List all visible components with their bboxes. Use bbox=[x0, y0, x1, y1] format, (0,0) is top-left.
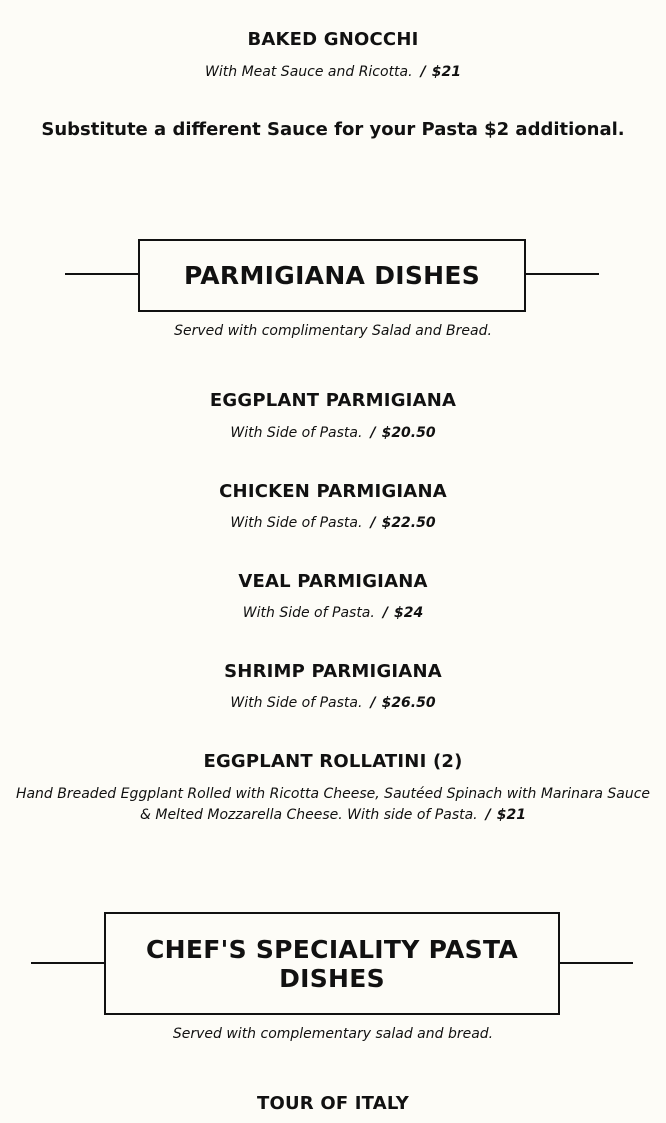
price-separator: / bbox=[382, 605, 388, 621]
item-price: $24 bbox=[393, 605, 424, 621]
section-rule-right bbox=[558, 962, 633, 964]
price-separator: / bbox=[370, 515, 376, 531]
section-title-line2: DISHES bbox=[279, 963, 385, 993]
price-separator: / bbox=[370, 695, 376, 711]
section-rule-left bbox=[65, 273, 140, 275]
section-header-chefs-speciality bbox=[104, 912, 560, 1015]
section-title-line1: CHEF'S SPECIALITY PASTA bbox=[145, 934, 519, 964]
menu-item-name: EGGPLANT PARMIGIANA bbox=[209, 390, 457, 411]
item-price: $26.50 bbox=[381, 695, 436, 711]
section-subtitle: Served with complementary salad and bread. bbox=[172, 1026, 494, 1042]
menu-item-description-cont bbox=[0, 805, 666, 826]
menu-item-description: Hand Breaded Eggplant Rolled with Ricotta Cheese, Sautéed Spinach with Marinara Sauce bbox=[15, 786, 651, 802]
item-desc-text: With Side of Pasta. bbox=[230, 515, 363, 531]
item-desc-text: With Side of Pasta. bbox=[230, 425, 363, 441]
price-separator: / bbox=[485, 807, 491, 823]
section-rule-right bbox=[524, 273, 599, 275]
menu-item-description bbox=[0, 513, 666, 534]
menu-item-name: EGGPLANT ROLLATINI (2) bbox=[203, 751, 463, 772]
item-price: $21 bbox=[496, 807, 526, 823]
menu-item-name: VEAL PARMIGIANA bbox=[238, 571, 428, 592]
item-price: $20.50 bbox=[381, 425, 436, 441]
section-title: PARMIGIANA DISHES bbox=[183, 261, 481, 290]
menu-item-name: BAKED GNOCCHI bbox=[247, 29, 419, 50]
menu-item-description bbox=[0, 423, 666, 444]
menu-item-description bbox=[0, 693, 666, 714]
item-desc-text: With Side of Pasta. bbox=[242, 605, 375, 621]
menu-item-name: SHRIMP PARMIGIANA bbox=[224, 661, 442, 682]
item-desc-text: & Melted Mozzarella Cheese. With side of Pasta. bbox=[140, 807, 478, 823]
menu-item-description bbox=[0, 62, 666, 83]
section-header-parmigiana bbox=[138, 239, 526, 312]
item-price: $21 bbox=[431, 64, 461, 80]
item-price: $22.50 bbox=[381, 515, 436, 531]
menu-item-name: TOUR OF ITALY bbox=[257, 1093, 409, 1114]
section-rule-left bbox=[31, 962, 106, 964]
price-separator: / bbox=[370, 425, 376, 441]
item-desc-text: With Side of Pasta. bbox=[230, 695, 363, 711]
menu-item-description bbox=[0, 603, 666, 624]
sauce-substitution-note: Substitute a different Sauce for your Pasta $2 additional. bbox=[41, 119, 625, 140]
price-separator: / bbox=[420, 64, 426, 80]
section-subtitle: Served with complimentary Salad and Bread. bbox=[174, 323, 492, 339]
item-desc-text: With Meat Sauce and Ricotta. bbox=[205, 64, 413, 80]
menu-item-name: CHICKEN PARMIGIANA bbox=[219, 481, 447, 502]
